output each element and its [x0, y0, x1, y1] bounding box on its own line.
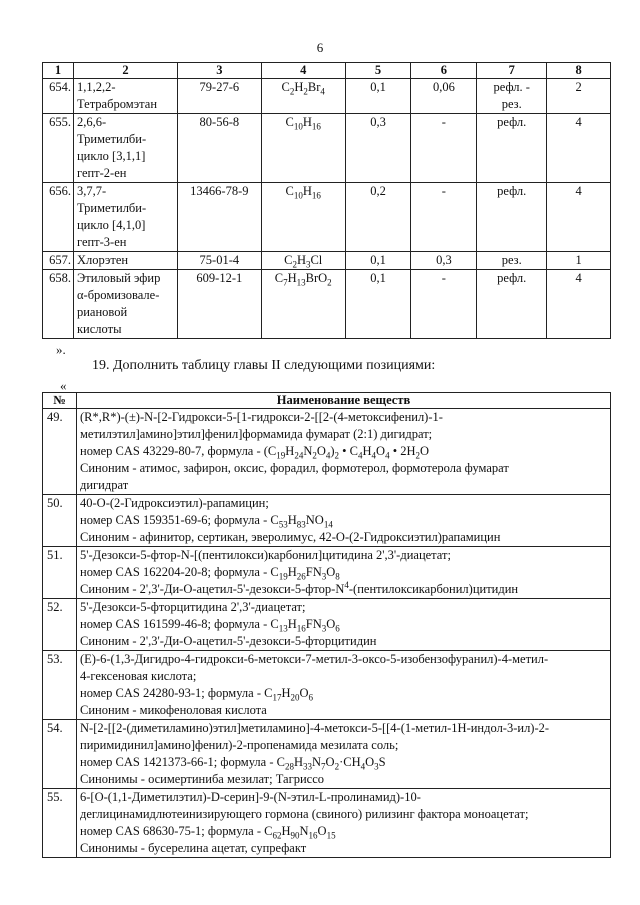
substance-names-table	[42, 392, 611, 858]
value-cell-8: 4	[547, 270, 611, 339]
substance-name-cell: 1,1,2,2- Тетрабромэтан	[73, 79, 177, 114]
column-header: 3	[177, 63, 261, 79]
description-line: (E)-6-(1,3-Дигидро-4-гидрокси-6-метокси-7-метил-3-оксо-5-изобензофуранил)-4-метил-	[80, 652, 549, 666]
cas-number-cell: 80-56-8	[177, 114, 261, 183]
substance-description-cell	[77, 789, 611, 858]
substance-name-cell: Хлорэтен	[73, 252, 177, 270]
table-row	[43, 547, 611, 599]
value-cell-5: 0,3	[345, 114, 411, 183]
column-header: 1	[43, 63, 74, 79]
table-row	[43, 651, 611, 720]
column-header: 7	[477, 63, 547, 79]
row-number-cell: 55.	[43, 789, 77, 858]
table-row	[43, 495, 611, 547]
section-intro-text: 19. Дополнить таблицу главы II следующими позициями:	[92, 358, 436, 373]
value-cell-5: 0,1	[345, 252, 411, 270]
table-row	[43, 183, 611, 252]
row-number-cell: 54.	[43, 720, 77, 789]
row-number-cell: 657.	[43, 252, 74, 270]
description-line: номер CAS 161599-46-8; формула - $C_{13}H_{16}FN_3O_6$	[80, 617, 340, 634]
description-line: Синоним - атимос, зафирон, оксис, форадил, формотерол, формотерола фумарат	[80, 461, 509, 475]
value-cell-8: 1	[547, 252, 611, 270]
column-header-number: №	[43, 393, 77, 409]
row-number-cell: 50.	[43, 495, 77, 547]
description-line: номер CAS 1421373-66-1; формула - $C_{28}H_{33}N_7O_2\cdot CH_4O_3S$	[80, 755, 386, 772]
value-cell-5: 0,1	[345, 79, 411, 114]
value-cell-5: 0,1	[345, 270, 411, 339]
row-number-cell: 658.	[43, 270, 74, 339]
formula-cell: $C_2H_3Cl$	[261, 252, 345, 270]
table-row	[43, 599, 611, 651]
column-header: 6	[411, 63, 477, 79]
description-line: пиримидинил]амино]фенил)-2-пропенамида мезилата соль;	[80, 738, 399, 752]
value-cell-6: -	[411, 114, 477, 183]
value-cell-6: 0,06	[411, 79, 477, 114]
table-row	[43, 270, 611, 339]
table-row	[43, 720, 611, 789]
substance-description-cell	[77, 720, 611, 789]
column-header: 5	[345, 63, 411, 79]
formula-cell: $C_2H_2Br_4$	[261, 79, 345, 114]
substance-description-cell	[77, 495, 611, 547]
table-row	[43, 114, 611, 183]
formula-cell: $C_{10}H_{16}$	[261, 114, 345, 183]
description-line: Синоним - микофеноловая кислота	[80, 703, 267, 717]
cas-number-cell: 609-12-1	[177, 270, 261, 339]
value-cell-8: 2	[547, 79, 611, 114]
closing-quote: ».	[56, 342, 66, 357]
description-line: номер CAS 162204-20-8; формула - $C_{19}H_{26}FN_3O_8$	[80, 565, 340, 582]
substance-description-cell	[77, 409, 611, 495]
column-header: 8	[547, 63, 611, 79]
cas-number-cell: 13466-78-9	[177, 183, 261, 252]
value-cell-5: 0,2	[345, 183, 411, 252]
substance-name-cell: 3,7,7- Триметилби- цикло [4,1,0] гепт-3-ен	[73, 183, 177, 252]
value-cell-8: 4	[547, 114, 611, 183]
table-row	[43, 789, 611, 858]
row-number-cell: 52.	[43, 599, 77, 651]
description-line: номер CAS 68630-75-1; формула - $C_{62}H_{90}N_{16}O_{15}$	[80, 824, 336, 841]
substance-description-cell	[77, 651, 611, 720]
formula-cell: $C_{10}H_{16}$	[261, 183, 345, 252]
row-number-cell: 656.	[43, 183, 74, 252]
substances-table-continued	[42, 62, 611, 339]
row-number-cell: 654.	[43, 79, 74, 114]
substance-name-cell: 2,6,6- Триметилби- цикло [3,1,1] гепт-2-ен	[73, 114, 177, 183]
column-header: 4	[261, 63, 345, 79]
value-cell-7: рез.	[477, 252, 547, 270]
row-number-cell: 53.	[43, 651, 77, 720]
table-header-row	[43, 393, 611, 409]
substance-description-cell	[77, 599, 611, 651]
table-header-row	[43, 63, 611, 79]
row-number-cell: 51.	[43, 547, 77, 599]
row-number-cell: 49.	[43, 409, 77, 495]
description-line: Синоним - афинитор, сертикан, эверолимус, 42-O-(2-Гидроксиэтил)рапамицин	[80, 530, 501, 544]
value-cell-6: -	[411, 270, 477, 339]
description-line: 5'-Дезокси-5-фторцитидина 2',3'-диацетат;	[80, 600, 306, 614]
formula-cell: $C_7H_{13}BrO_2$	[261, 270, 345, 339]
description-line: 6-[O-(1,1-Диметилэтил)-D-серин]-9-(N-этил-L-пролинамид)-10-	[80, 790, 421, 804]
value-cell-8: 4	[547, 183, 611, 252]
value-cell-7: рефл.	[477, 270, 547, 339]
cas-number-cell: 79-27-6	[177, 79, 261, 114]
table-row	[43, 79, 611, 114]
description-line: N-[2-[[2-(диметиламино)этил]метиламино]-4-метокси-5-[[4-(1-метил-1H-индол-3-ил)-2-	[80, 721, 550, 735]
description-line: номер CAS 159351-69-6; формула - $C_{53}H_{83}NO_{14}$	[80, 513, 333, 530]
description-line: номер CAS 43229-80-7, формула - $(C_{19}H_{24}N_2O_4)_2$ • $C_4H_4O_4$ • $2H_2O$	[80, 444, 430, 461]
opening-quote: «	[60, 378, 67, 393]
value-cell-7: рефл. - рез.	[477, 79, 547, 114]
table-row	[43, 409, 611, 495]
description-line: номер CAS 24280-93-1; формула - $C_{17}H_{20}O_6$	[80, 686, 314, 703]
row-number-cell: 655.	[43, 114, 74, 183]
description-line: (R*,R*)-(±)-N-[2-Гидрокси-5-[1-гидрокси-2-[[2-(4-метоксифенил)-1-	[80, 410, 443, 424]
description-line: Синонимы - бусерелина ацетат, супрефакт	[80, 841, 307, 855]
column-header-name: Наименование веществ	[77, 393, 611, 409]
description-line: 40-O-(2-Гидроксиэтил)-рапамицин;	[80, 496, 269, 510]
value-cell-6: -	[411, 183, 477, 252]
description-line: 5'-Дезокси-5-фтор-N-[(пентилокси)карбонил]цитидина 2',3'-диацетат;	[80, 548, 451, 562]
substance-name-cell: Этиловый эфир α-бромизовале- риановой кислоты	[73, 270, 177, 339]
description-line: Синоним - $2',3'-Ди-O-ацетил-5'-дезокси-5-фтор-N^4-(пентилоксикарбонил)цитидин$	[80, 579, 519, 596]
value-cell-6: 0,3	[411, 252, 477, 270]
table-row	[43, 252, 611, 270]
page-number: 6	[316, 40, 324, 55]
value-cell-7: рефл.	[477, 183, 547, 252]
description-line: 4-гексеновая кислота;	[80, 669, 197, 683]
description-line: Синонимы - осимертиниба мезилат; Тагриссо	[80, 772, 325, 786]
description-line: метилэтил]амино]этил]фенил]формамида фумарат (2:1) дигидрат;	[80, 427, 433, 441]
substance-description-cell	[77, 547, 611, 599]
description-line: Синоним - 2',3'-Ди-O-ацетил-5'-дезокси-5-фторцитидин	[80, 634, 377, 648]
description-line: дигидрат	[80, 478, 129, 492]
column-header: 2	[73, 63, 177, 79]
cas-number-cell: 75-01-4	[177, 252, 261, 270]
description-line: деглицинамидлютеинизирующего гормона (свиного) рилизинг фактора моноацетат;	[80, 807, 529, 821]
value-cell-7: рефл.	[477, 114, 547, 183]
